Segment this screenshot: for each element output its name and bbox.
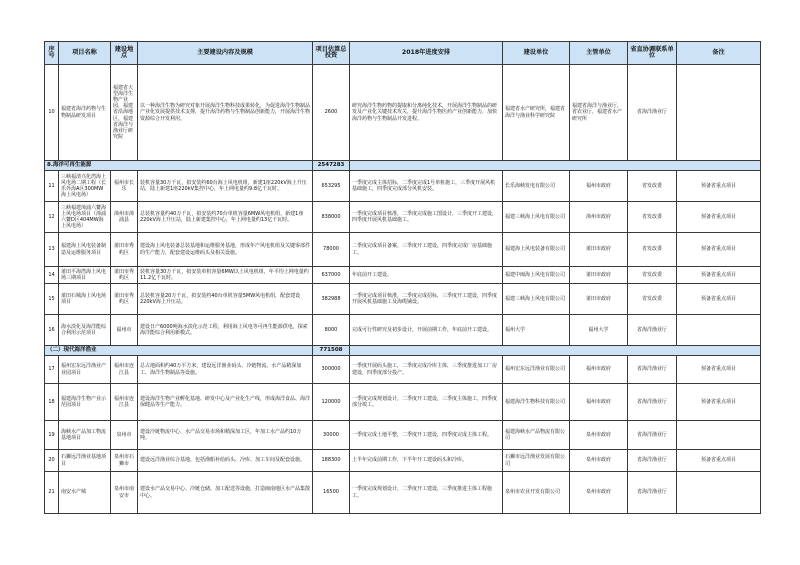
cell-invest: 838000 (313, 202, 350, 233)
cell-note: 预备省重点项目 (677, 384, 761, 421)
cell-no: 11 (45, 171, 59, 202)
cell-place: 莆田市秀屿区 (111, 284, 138, 315)
cell-manager: 莆田市政府 (570, 267, 628, 284)
cell-name: 三峡福建漳浦六鳌海上风电场项目（漳浦六鳌D区404MW海上风电场） (59, 202, 111, 233)
cell-note (677, 421, 761, 450)
cell-place: 泉州市石狮市 (111, 450, 138, 472)
cell-builder: 长乐海峡发电有限公司 (503, 171, 570, 202)
section-sum: 2547283 (313, 161, 350, 171)
cell-coord: 省发改委 (628, 171, 677, 202)
header-builder: 建设单位 (503, 42, 570, 65)
cell-builder: 福建海上风电装备有限公司 (503, 233, 570, 267)
cell-invest: 8000 (313, 315, 350, 346)
cell-coord: 省发改委 (628, 233, 677, 267)
table-row (45, 233, 761, 267)
cell-progress: 一季度完成规划设计，二季度开工建设，三季度推进主体工程施工。 (350, 472, 503, 514)
cell-note: 预备省重点项目 (677, 171, 761, 202)
cell-name: 海水淡化及海洋能综合利用示范项目 (59, 315, 111, 346)
cell-progress: 一季度完成规划设计，二季度开工建设，三季度主体施工，四季度部分竣工。 (350, 384, 503, 421)
cell-manager: 福州市政府 (570, 171, 628, 202)
cell-manager: 莆田市政府 (570, 233, 628, 267)
section-row (45, 346, 761, 356)
table-row (45, 356, 761, 384)
cell-content: 装机容量30万千瓦，拟安装约60台海上风电机组，新建1座220kV海上升压站，陆上新建1座220kV集控中心，年上网电量约9.8亿千瓦时。 (138, 171, 313, 202)
cell-invest: 78000 (313, 233, 350, 267)
cell-invest: 16500 (313, 472, 350, 514)
cell-name: 福州宏东远洋渔业产业园项目 (59, 356, 111, 384)
cell-place: 福州市连江县 (111, 384, 138, 421)
cell-no: 21 (45, 472, 59, 514)
cell-note: 预备省重点项目 (677, 284, 761, 315)
cell-manager: 福建省海洋与渔业厅，省农业厅，福建省水产研究所 (570, 65, 628, 161)
cell-progress: 一季度完成主体招标，二季度完成1号单桩施工，三季度开展风机基础施工，四季度完成部分风机安装。 (350, 171, 503, 202)
cell-content: 总装机容量20万千瓦，拟安装约40台单机容量5MW风电机组，配套建设220kV海上升压站。 (138, 284, 313, 315)
cell-progress: 一季度完成土地平整，二季度开工建设，四季度完成主体工程。 (350, 421, 503, 450)
cell-invest: 637000 (313, 267, 350, 284)
cell-place: 泉州市南安市 (111, 472, 138, 514)
cell-coord: 省海洋渔业厅 (628, 450, 677, 472)
table-row (45, 65, 761, 161)
cell-name: 莆田石城海上风电场项目 (59, 284, 111, 315)
header-note: 备注 (677, 42, 761, 65)
section-row (45, 161, 761, 171)
cell-place: 福州市 (111, 315, 138, 346)
cell-progress: 完成可行性研究及初步设计，开展前期工作，年底前开工建设。 (350, 315, 503, 346)
cell-content: 装机容量30万千瓦，拟安装单机容量6MW以上风电机组，年平均上网电量约11.2亿千瓦时。 (138, 267, 313, 284)
cell-manager: 漳州市政府 (570, 202, 628, 233)
cell-note: 预备省重点项目 (677, 267, 761, 284)
header-invest: 项目估算总投资 (313, 42, 350, 65)
cell-manager: 福州大学 (570, 315, 628, 346)
cell-manager: 福州市政府 (570, 356, 628, 384)
table-row (45, 384, 761, 421)
cell-manager: 泉州市政府 (570, 450, 628, 472)
cell-content: 以一种海洋生物为研究对象开展海洋生物科技成果转化，为促进海洋生物制品产业化发展提供技术支撑，提升海洋药物与生物制品创新能力，开展海洋生物资源综合开发利用。 (138, 65, 313, 161)
cell-invest: 382988 (313, 284, 350, 315)
cell-content: 建设海上风电装备总装基地和运维服务基地，形成年产风电机组及关键零部件的生产能力，配套建设运维码头及相关设施。 (138, 233, 313, 267)
cell-progress: 上半年完成前期工作，下半年开工建设码头和冷库。 (350, 450, 503, 472)
header-coord: 省直协调联系单位 (628, 42, 677, 65)
section-label: 8.海洋可再生能源 (45, 161, 313, 171)
cell-manager: 泉州市政府 (570, 472, 628, 514)
cell-content: 总装机容量约40万千瓦，拟安装约70台单机容量6MW风电机组，新建1座220kV海上升压站，陆上新建集控中心，年上网电量约13亿千瓦时。 (138, 202, 313, 233)
cell-note (677, 472, 761, 514)
cell-note: 预备省重点项目 (677, 202, 761, 233)
cell-name: 福建省海洋药物与生物制品研发项目 (59, 65, 111, 161)
cell-progress: 研究海洋生物药物的提取和分离纯化技术，开展海洋生物制品的研发及产业化关键技术攻关，提升海洋生物医药产业创新能力，加快海洋药物与生物制品开发进程。 (350, 65, 503, 161)
cell-content: 总占地面积约40万平方米，建设远洋渔业码头、冷链物流、水产品精深加工、海洋生物制品等设施。 (138, 356, 313, 384)
cell-builder: 泉州市农业开发有限公司 (503, 472, 570, 514)
cell-name: 莆田平海湾海上风电场三期项目 (59, 267, 111, 284)
cell-content: 建设海洋生物产业孵化基地、研发中心及产业化生产线，形成海洋食品、海洋保健品等生产能力。 (138, 384, 313, 421)
cell-no: 10 (45, 65, 59, 161)
cell-coord: 省海洋渔业厅 (628, 65, 677, 161)
cell-no: 19 (45, 421, 59, 450)
header-name: 项目名称 (59, 42, 111, 65)
cell-no: 16 (45, 315, 59, 346)
cell-builder: 福建中闽海上风电有限公司 (503, 267, 570, 284)
cell-coord: 省海洋渔业厅 (628, 356, 677, 384)
cell-invest: 300000 (313, 356, 350, 384)
cell-invest: 30000 (313, 421, 350, 450)
header-no: 序号 (45, 42, 59, 65)
cell-manager: 福州市政府 (570, 384, 628, 421)
cell-progress: 一季度完成项目核准，二季度完成施工图设计，三季度开工建设，四季度开展风机基础施工。 (350, 202, 503, 233)
cell-no: 15 (45, 284, 59, 315)
header-manager: 主管单位 (570, 42, 628, 65)
cell-progress: 一季度开展码头施工，二季度完成冷库主体，三季度推进加工厂房建设，四季度部分投产。 (350, 356, 503, 384)
cell-progress: 一季度完成项目核准，二季度完成招标，三季度开工建设，四季度开展风机基础施工及海缆铺设。 (350, 284, 503, 315)
header-content: 主要建设内容及规模 (138, 42, 313, 65)
section-sum: 771508 (313, 346, 350, 356)
cell-no: 17 (45, 356, 59, 384)
cell-content: 建设日产6000吨海水淡化示范工程，利用海上风电等可再生能源供电，探索海洋能综合利用新模式。 (138, 315, 313, 346)
table-row (45, 267, 761, 284)
cell-note (677, 65, 761, 161)
table-row (45, 284, 761, 315)
cell-content: 建设冷链物流中心、水产品交易市场和精深加工区，年加工水产品约10万吨。 (138, 421, 313, 450)
cell-name: 石狮远洋渔业基地项目 (59, 450, 111, 472)
cell-invest: 188300 (313, 450, 350, 472)
cell-manager: 莆田市政府 (570, 284, 628, 315)
section-label: （二）现代海洋渔业 (45, 346, 313, 356)
cell-place: 福建省大型海洋生物产业园，福建省沿海地区，福建省海洋与渔业厅研究院 (111, 65, 138, 161)
cell-name: 南安水产城 (59, 472, 111, 514)
cell-progress: 年底前开工建设。 (350, 267, 503, 284)
cell-name: 海峡水产品加工物流基地项目 (59, 421, 111, 450)
header-progress: 2018年进度安排 (350, 42, 503, 65)
cell-coord: 省海洋渔业厅 (628, 472, 677, 514)
cell-no: 13 (45, 233, 59, 267)
table-row (45, 171, 761, 202)
cell-place: 莆田市秀屿区 (111, 233, 138, 267)
table-row (45, 421, 761, 450)
cell-note: 预备省重点项目 (677, 233, 761, 267)
cell-place: 漳州市漳浦县 (111, 202, 138, 233)
table-row (45, 450, 761, 472)
header-row (45, 42, 761, 65)
cell-no: 20 (45, 450, 59, 472)
cell-builder: 福建三峡海上风电有限公司 (503, 202, 570, 233)
cell-note: 预备省重点项目 (677, 356, 761, 384)
cell-place: 莆田市秀屿区 (111, 267, 138, 284)
cell-no: 18 (45, 384, 59, 421)
cell-coord: 省发改委 (628, 284, 677, 315)
cell-note: 预备省重点项目 (677, 450, 761, 472)
cell-name: 三峡福清兴化湾海上风电场二期工程（长乐外海A区300MW海上风电场） (59, 171, 111, 202)
cell-place: 泉州市 (111, 421, 138, 450)
cell-coord: 省海洋渔业厅 (628, 421, 677, 450)
table-row (45, 315, 761, 346)
cell-coord: 省海洋渔业厅 (628, 384, 677, 421)
cell-place: 福州市连江县 (111, 356, 138, 384)
cell-name: 福建海上风电装备制造及运维服务项目 (59, 233, 111, 267)
project-table (44, 41, 761, 514)
cell-coord: 省发改委 (628, 267, 677, 284)
cell-invest: 653295 (313, 171, 350, 202)
cell-builder: 福建海峡水产品物流有限公司 (503, 421, 570, 450)
cell-builder: 石狮市远洋渔业发展有限公司 (503, 450, 570, 472)
cell-name: 福建海洋生物产业示范园项目 (59, 384, 111, 421)
cell-content: 建设水产品交易中心、冷链仓储、加工配送等设施，打造闽南地区水产品集散中心。 (138, 472, 313, 514)
cell-note (677, 315, 761, 346)
cell-place: 福州市长乐 (111, 171, 138, 202)
table-row (45, 202, 761, 233)
cell-content: 建设远洋渔业综合基地，包括渔船补给码头、冷库、加工车间及配套设施。 (138, 450, 313, 472)
header-place: 建设地点 (111, 42, 138, 65)
cell-no: 12 (45, 202, 59, 233)
cell-builder: 福建省水产研究所，福建省海洋与渔业科学研究院 (503, 65, 570, 161)
cell-coord: 省发改委 (628, 202, 677, 233)
cell-invest: 2600 (313, 65, 350, 161)
cell-builder: 福建海洋生物科技有限公司 (503, 384, 570, 421)
cell-builder: 福州宏东远洋渔业有限公司 (503, 356, 570, 384)
cell-builder: 福建三峡海上风电有限公司 (503, 284, 570, 315)
cell-progress: 二季度完成项目备案，三季度开工建设，四季度完成厂房基础施工。 (350, 233, 503, 267)
cell-builder: 福州大学 (503, 315, 570, 346)
cell-invest: 120000 (313, 384, 350, 421)
cell-coord: 省海洋渔业厅 (628, 315, 677, 346)
cell-no: 14 (45, 267, 59, 284)
table-row (45, 472, 761, 514)
cell-manager: 泉州市政府 (570, 421, 628, 450)
